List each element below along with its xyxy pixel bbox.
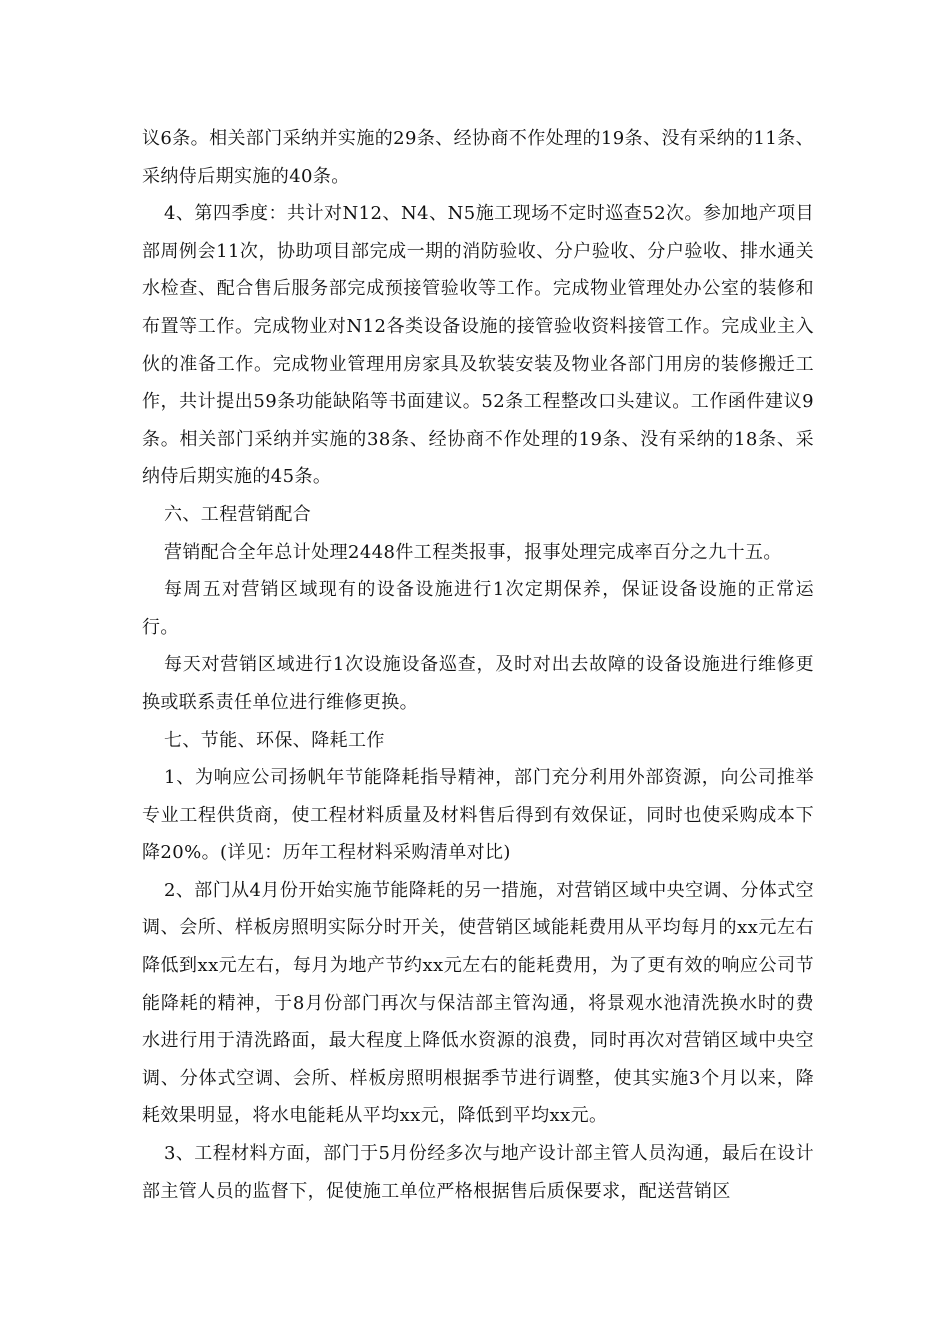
section-heading: 六、工程营销配合 (164, 503, 312, 525)
document-body (142, 120, 814, 1210)
section-heading: 七、节能、环保、降耗工作 (164, 729, 385, 751)
paragraph: 议6条。相关部门采纳并实施的29条、经协商不作处理的19条、没有采纳的11条、采纳侍后期实施的40条。 (142, 128, 814, 187)
paragraph: 1、为响应公司扬帆年节能降耗指导精神，部门充分利用外部资源，向公司推举专业工程供货商，使工程材料质量及材料售后得到有效保证，同时也使采购成本下降20%。(详见：历年工程材料采购清单对比) (142, 767, 814, 864)
paragraph: 2、部门从4月份开始实施节能降耗的另一措施，对营销区域中央空调、分体式空调、会所、样板房照明实际分时开关，使营销区域能耗费用从平均每月的xx元左右降低到xx元左右，每月为地产节约xx元左右的能耗费用，为了更有效的响应公司节能降耗的精神，于8月份部门再次与保洁部主管沟通，将景观水池清洗换水时的费水进行用于清洗路面，最大程度上降低水资源的浪费，同时再次对营销区域中央空调、分体式空调、会所、样板房照明根据季节进行调整，使其实施3个月以来，降耗效果明显，将水电能耗从平均xx元，降低到平均xx元。 (142, 879, 814, 1127)
paragraph: 每周五对营销区域现有的设备设施进行1次定期保养，保证设备设施的正常运行。 (142, 579, 814, 638)
paragraph: 营销配合全年总计处理2448件工程类报事，报事处理完成率百分之九十五。 (164, 541, 782, 563)
paragraph: 4、第四季度：共计对N12、N4、N5施工现场不定时巡查52次。参加地产项目部周例会11次，协助项目部完成一期的消防验收、分户验收、分户验收、排水通关水检查、配合售后服务部完成预接管验收等工作。完成物业管理处办公室的装修和布置等工作。完成物业对N12各类设备设施的接管验收资料接管工作。完成业主入伙的准备工作。完成物业管理用房家具及软装安装及物业各部门用房的装修搬迁工作，共计提出59条功能缺陷等书面建议。52条工程整改口头建议。工作函件建议9条。相关部门采纳并实施的38条、经协商不作处理的19条、没有采纳的18条、采纳侍后期实施的45条。 (142, 203, 814, 488)
paragraph: 3、工程材料方面，部门于5月份经多次与地产设计部主管人员沟通，最后在设计部主管人员的监督下，促使施工单位严格根据售后质保要求，配送营销区 (142, 1143, 814, 1202)
paragraph: 每天对营销区域进行1次设施设备巡查，及时对出去故障的设备设施进行维修更换或联系责任单位进行维修更换。 (142, 654, 814, 713)
